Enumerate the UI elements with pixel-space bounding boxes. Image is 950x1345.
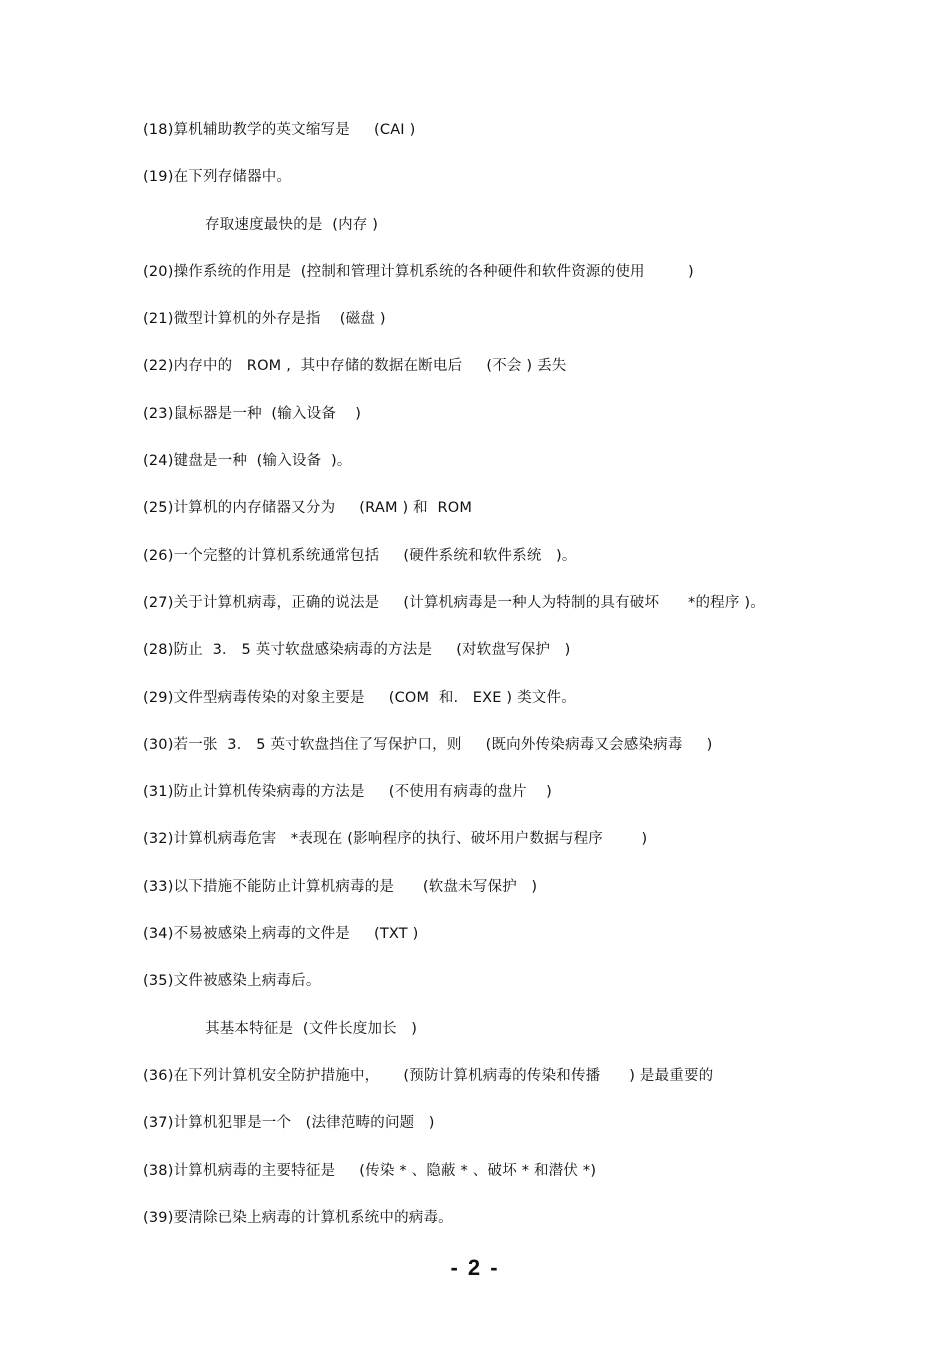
question-line: (23)鼠标器是一种 (输入设备 ) bbox=[143, 405, 362, 422]
question-line: (21)微型计算机的外存是指 (磁盘 ) bbox=[143, 311, 386, 328]
question-line: (37)计算机犯罪是一个 (法律范畴的问题 ) bbox=[143, 1115, 435, 1132]
question-line: (19)在下列存储器中。 bbox=[143, 169, 292, 186]
question-line: (25)计算机的内存储器又分为 (RAM ) 和 ROM bbox=[143, 500, 473, 517]
question-line: (35)文件被感染上病毒后。 bbox=[143, 973, 321, 990]
question-line: (36)在下列计算机安全防护措施中， (预防计算机病毒的传染和传播 ) 是最重要的 bbox=[143, 1067, 714, 1084]
question-line: (20)操作系统的作用是 (控制和管理计算机系统的各种硬件和软件资源的使用 ) bbox=[143, 263, 694, 280]
question-line: (24)键盘是一种 (输入设备 )。 bbox=[143, 453, 352, 470]
question-line: (27)关于计算机病毒，正确的说法是 (计算机病毒是一种人为特制的具有破坏 *的程序 )。 bbox=[143, 594, 765, 611]
question-line: (31)防止计算机传染病毒的方法是 (不使用有病毒的盘片 ) bbox=[143, 784, 552, 801]
question-line: (38)计算机病毒的主要特征是 (传染 * 、隐蔽 * 、破坏 * 和潜伏 *) bbox=[143, 1162, 597, 1179]
question-line: (30)若一张 3． 5 英寸软盘挡住了写保护口，则 (既向外传染病毒又会感染病毒 ) bbox=[143, 736, 713, 753]
question-line: (26)一个完整的计算机系统通常包括 (硬件系统和软件系统 )。 bbox=[143, 547, 577, 564]
question-list bbox=[143, 119, 883, 1254]
question-line: 其基本特征是 (文件长度加长 ) bbox=[205, 1020, 418, 1037]
question-line: 存取速度最快的是 (内存 ) bbox=[205, 216, 379, 233]
question-line: (34)不易被感染上病毒的文件是 (TXT ) bbox=[143, 926, 419, 943]
question-line: (18)算机辅助教学的英文缩写是 (CAI ) bbox=[143, 122, 416, 138]
question-line: (32)计算机病毒危害 *表现在 (影响程序的执行、破坏用户数据与程序 ) bbox=[143, 831, 648, 848]
question-line: (22)内存中的 ROM , 其中存储的数据在断电后 (不会 ) 丢失 bbox=[143, 358, 567, 375]
question-line: (28)防止 3． 5 英寸软盘感染病毒的方法是 (对软盘写保护 ) bbox=[143, 642, 571, 659]
question-line: (33)以下措施不能防止计算机病毒的是 (软盘未写保护 ) bbox=[143, 878, 538, 895]
question-line: (39)要清除已染上病毒的计算机系统中的病毒。 bbox=[143, 1209, 453, 1226]
question-line: (29)文件型病毒传染的对象主要是 (COM 和. EXE ) 类文件。 bbox=[143, 689, 576, 706]
page-number: - 2 - bbox=[450, 1255, 500, 1280]
